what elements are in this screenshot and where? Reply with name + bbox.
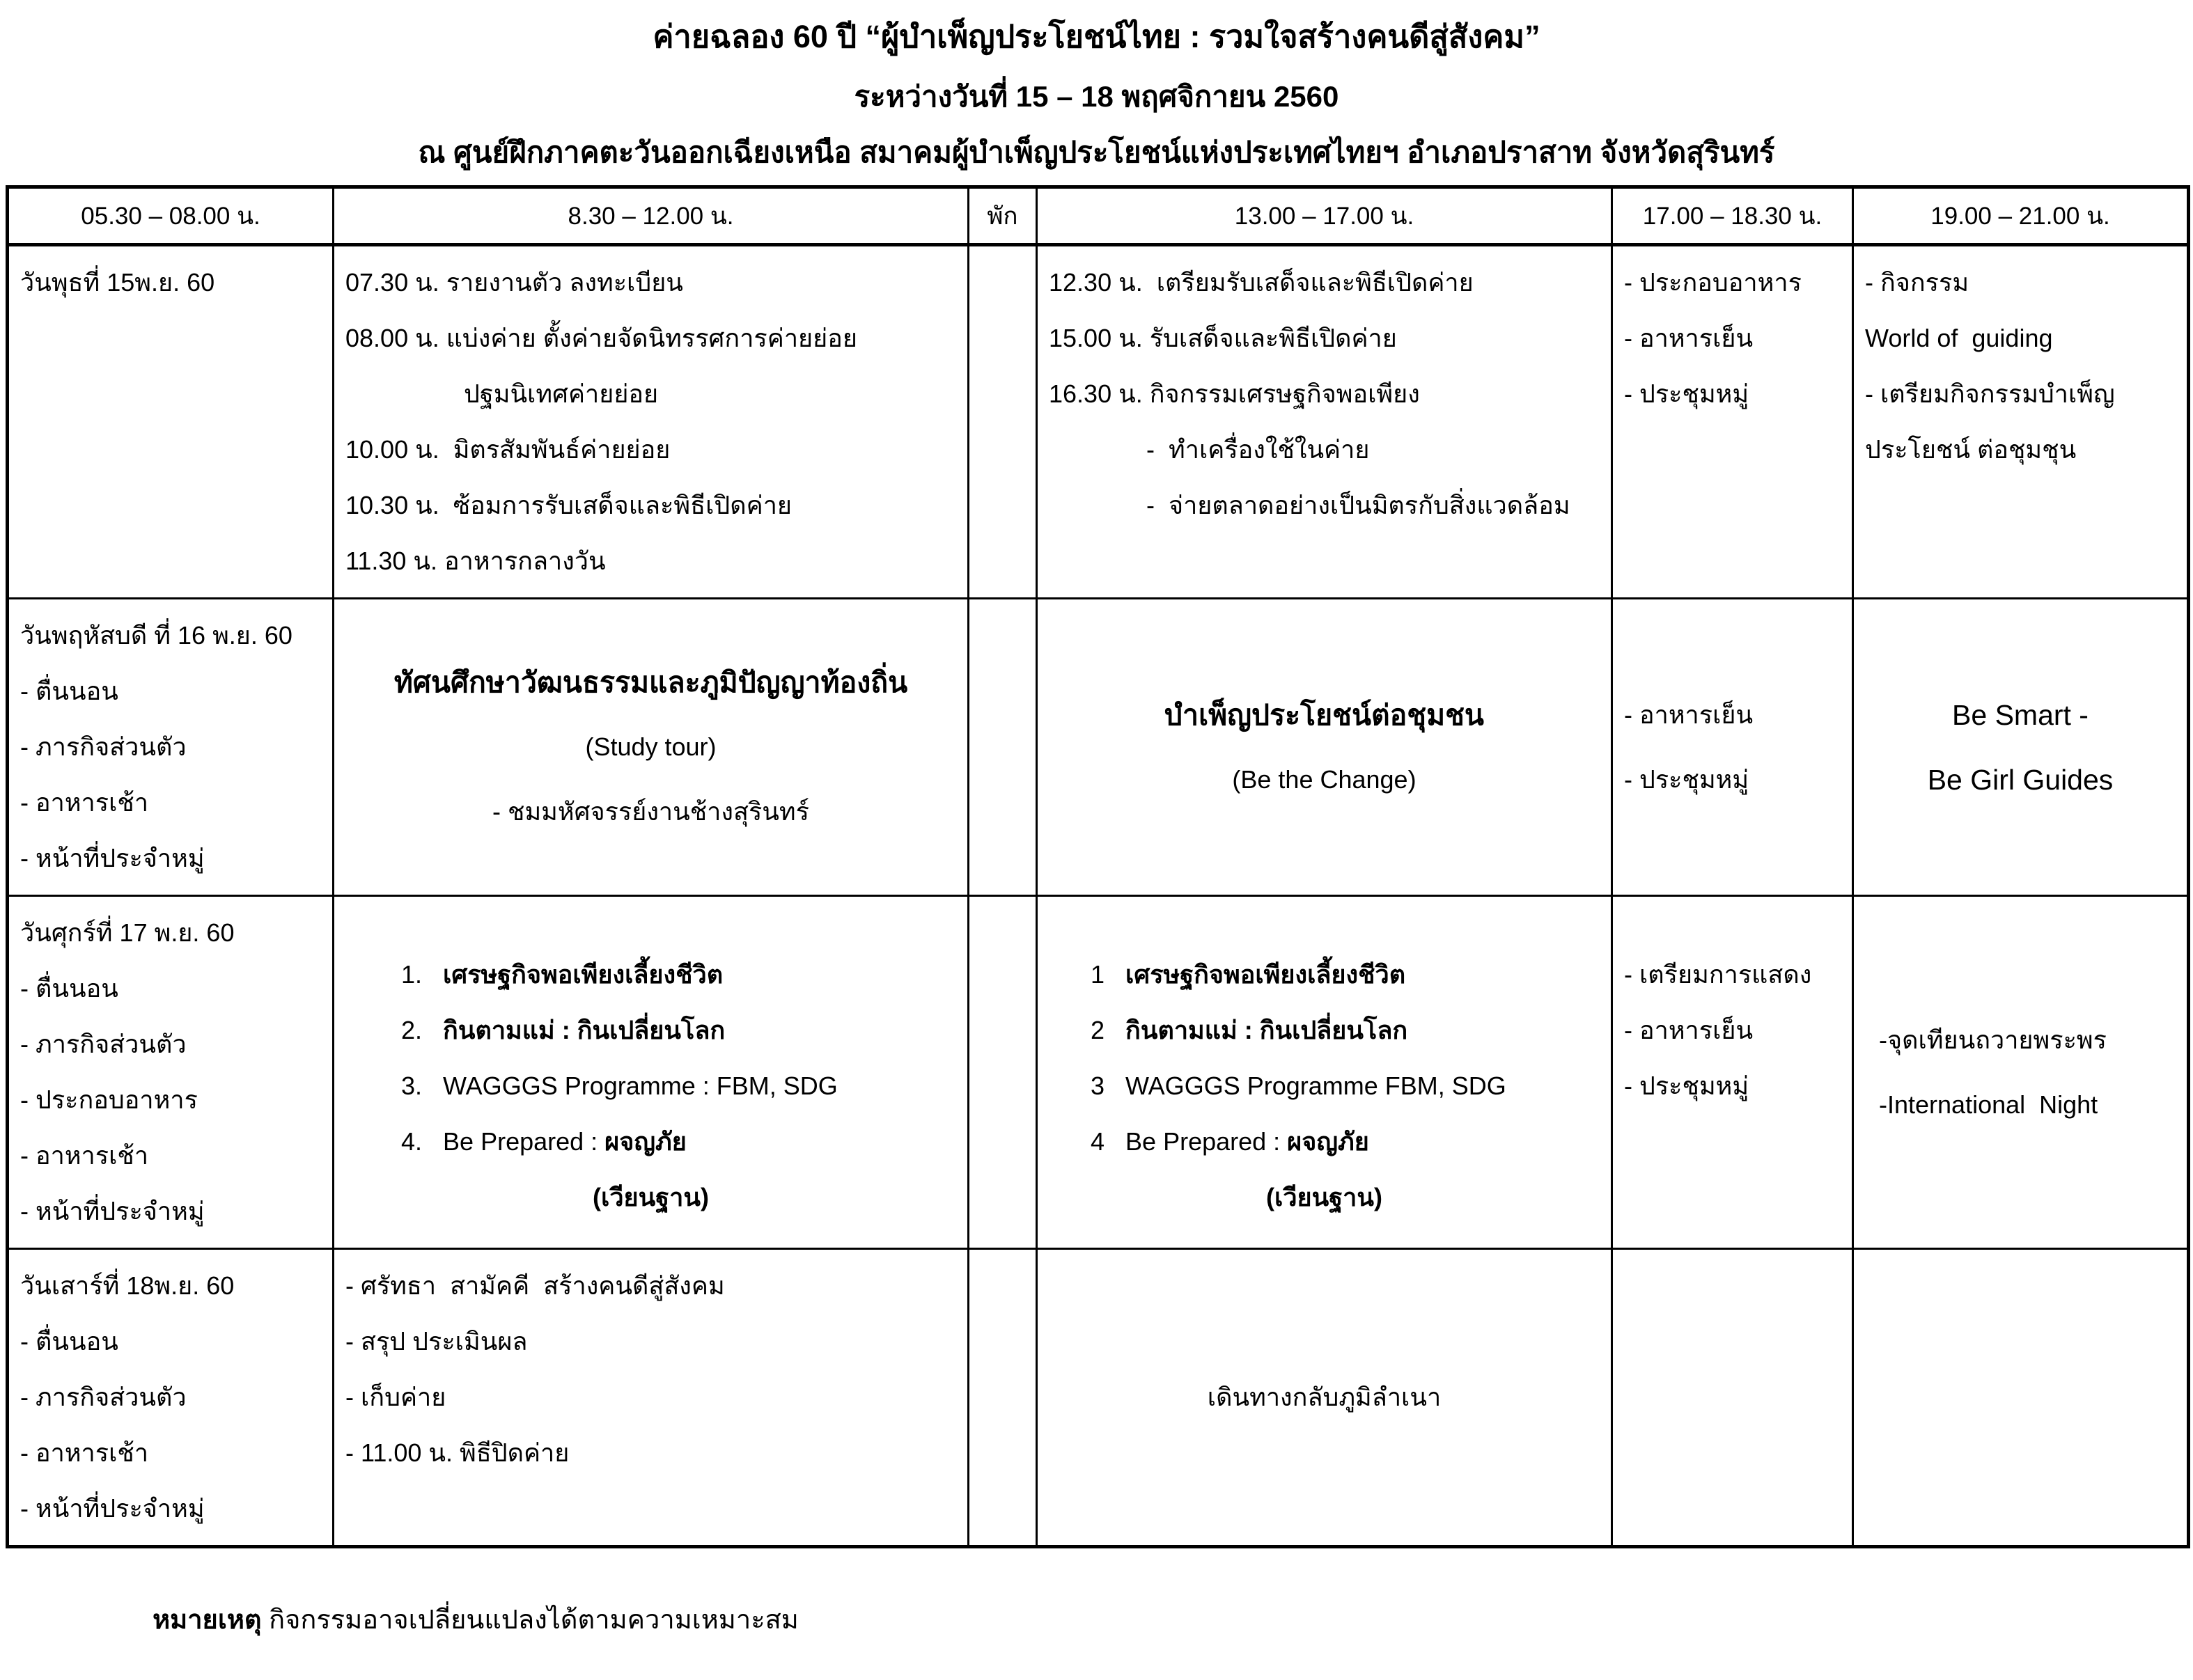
cell-break [969,245,1037,599]
cell-line: - ภารกิจส่วนตัว [20,732,187,761]
cell-line: - 11.00 น. พิธีปิดค่าย [345,1438,570,1467]
cell-line: World of guiding [1865,324,2053,352]
cell-evening [1612,896,1853,1249]
cell-line: - จ่ายตลาดอย่างเป็นมิตรกับสิ่งแวดล้อม [1146,491,1570,519]
cell-afternoon [1037,1249,1612,1547]
cell-line: - อาหารเช้า [20,788,149,817]
cell-line: - อาหารเย็น [1624,700,1754,729]
cell-line: 3. WAGGGS Programme : FBM, SDG [401,1071,838,1100]
cell-morning [334,1249,969,1547]
cell-line: 3 WAGGGS Programme FBM, SDG [1091,1071,1506,1100]
cell-line: - ภารกิจส่วนตัว [20,1383,187,1411]
cell-line: - ตื่นนอน [20,677,118,705]
cell-line: 4. Be Prepared : ผจญภัย [401,1127,687,1156]
cell-day [8,245,334,599]
title-block [0,0,2193,170]
cell-line: 07.30 น. รายงานตัว ลงทะเบียน [345,268,683,297]
cell-line: -International Night [1879,1090,2098,1119]
cell-line: - ประชุมหมู่ [1624,764,1749,794]
cell-day [8,1249,334,1547]
cell-line: - อาหารเย็น [1624,324,1754,352]
cell-afternoon [1037,245,1612,599]
cell-line: - ศรัทธา สามัคคี สร้างคนดีสู่สังคม [345,1271,725,1300]
cell-line: - หน้าที่ประจำหมู่ [20,1494,205,1523]
cell-night [1853,599,2189,896]
cell-line: 2. กินตามแม่ : กินเปลี่ยนโลก [401,1016,726,1044]
cell-line: - ประชุมหมู่ [1624,379,1749,408]
page-subtitle-dates: ระหว่างวันที่ 15 – 18 พฤศจิกายน 2560 [854,80,1339,113]
cell-line: วันพุธที่ 15พ.ย. 60 [20,268,215,297]
cell-line: 08.00 น. แบ่งค่าย ตั้งค่ายจัดนิทรรศการค่ายย่อย [345,324,857,352]
cell-line: 4 Be Prepared : ผจญภัย [1091,1127,1369,1156]
cell-line: (เวียนฐาน) [593,1183,709,1211]
cell-line: - อาหารเย็น [1624,1016,1754,1044]
cell-line: วันเสาร์ที่ 18พ.ย. 60 [20,1271,235,1300]
cell-night [1853,245,2189,599]
cell-line: - ประกอบอาหาร [1624,268,1802,297]
schedule-row-0 [8,245,2189,599]
cell-break [969,1249,1037,1547]
cell-line: - สรุป ประเมินผล [345,1327,528,1356]
cell-line: - ชมมหัศจรรย์งานช้างสุรินทร์ [492,797,809,826]
page-subtitle-venue: ณ ศูนย์ฝึกภาคตะวันออกเฉียงเหนือ สมาคมผู้บำเพ็ญประโยชน์แห่งประเทศไทยฯ อำเภอปราสาท จังหวัดสุรินทร์ [418,136,1775,168]
cell-line: -จุดเทียนถวายพระพร [1879,1025,2107,1054]
header-row [8,187,2189,245]
cell-line: - อาหารเช้า [20,1438,149,1467]
column-header-0: 05.30 – 08.00 น. [8,187,334,245]
cell-line: Be Smart - [1952,698,2089,731]
schedule-row-1 [8,599,2189,896]
cell-break [969,599,1037,896]
cell-break [969,896,1037,1249]
column-header-4: 17.00 – 18.30 น. [1612,187,1853,245]
cell-line: 10.00 น. มิตรสัมพันธ์ค่ายย่อย [345,435,671,464]
cell-line: วันพฤหัสบดี ที่ 16 พ.ย. 60 [20,621,292,650]
cell-evening [1612,245,1853,599]
cell-line: Be Girl Guides [1927,763,2114,796]
cell-morning [334,245,969,599]
column-header-2: พัก [969,187,1037,245]
cell-line: - ตื่นนอน [20,974,118,1003]
cell-line: 11.30 น. อาหารกลางวัน [345,547,606,575]
cell-line: - ประชุมหมู่ [1624,1071,1749,1100]
cell-line: - อาหารเช้า [20,1141,149,1170]
cell-line: (Study tour) [585,732,717,761]
schedule-table [6,185,2190,1548]
cell-line: - เก็บค่าย [345,1383,446,1411]
footnote-label: หมายเหตุ [153,1606,262,1635]
cell-line: 16.30 น. กิจกรรมเศรษฐกิจพอเพียง [1049,379,1420,408]
cell-line: 15.00 น. รับเสด็จและพิธีเปิดค่าย [1049,324,1397,352]
cell-line: - หน้าที่ประจำหมู่ [20,844,205,872]
cell-line: ทัศนศึกษาวัฒนธรรมและภูมิปัญญาท้องถิ่น [393,666,908,698]
footnote [138,1568,2193,1640]
cell-line: - ประกอบอาหาร [20,1085,198,1114]
cell-day [8,896,334,1249]
cell-line: เดินทางกลับภูมิลำเนา [1207,1383,1442,1411]
cell-line: - หน้าที่ประจำหมู่ [20,1197,205,1225]
cell-line: 2 กินตามแม่ : กินเปลี่ยนโลก [1091,1016,1408,1044]
cell-afternoon [1037,599,1612,896]
column-header-3: 13.00 – 17.00 น. [1037,187,1612,245]
cell-line: ประโยชน์ ต่อชุมชุน [1865,435,2077,464]
cell-morning [334,599,969,896]
cell-day [8,599,334,896]
cell-morning [334,896,969,1249]
cell-line: 10.30 น. ซ้อมการรับเสด็จและพิธีเปิดค่าย [345,491,793,519]
cell-line: - กิจกรรม [1865,268,1969,297]
cell-night [1853,1249,2189,1547]
cell-line: ปฐมนิเทศค่ายย่อย [464,379,659,408]
schedule-row-3 [8,1249,2189,1547]
cell-line: บำเพ็ญประโยชน์ต่อชุมชน [1164,698,1484,731]
cell-line: (เวียนฐาน) [1266,1183,1382,1211]
cell-line: 1 เศรษฐกิจพอเพียงเลี้ยงชีวิต [1091,960,1406,989]
cell-evening [1612,1249,1853,1547]
page-title: ค่ายฉลอง 60 ปี “ผู้บำเพ็ญประโยชน์ไทย : รวมใจสร้างคนดีสู่สังคม” [653,19,1540,54]
cell-afternoon [1037,896,1612,1249]
cell-line: - ตื่นนอน [20,1327,118,1356]
cell-evening [1612,599,1853,896]
cell-line: - ภารกิจส่วนตัว [20,1030,187,1058]
cell-line: 1. เศรษฐกิจพอเพียงเลี้ยงชีวิต [401,960,724,989]
schedule-row-2 [8,896,2189,1249]
cell-line: - เตรียมกิจกรรมบำเพ็ญ [1865,379,2115,408]
cell-night [1853,896,2189,1249]
schedule-tbody [8,245,2189,1547]
column-header-5: 19.00 – 21.00 น. [1853,187,2189,245]
cell-line: (Be the Change) [1232,764,1417,794]
footnote-text: กิจกรรมอาจเปลี่ยนแปลงได้ตามความเหมาะสม [261,1606,799,1635]
column-header-1: 8.30 – 12.00 น. [334,187,969,245]
cell-line: 12.30 น. เตรียมรับเสด็จและพิธีเปิดค่าย [1049,268,1474,297]
cell-line: - ทำเครื่องใช้ในค่าย [1146,435,1370,464]
cell-line: วันศุกร์ที่ 17 พ.ย. 60 [20,918,235,947]
cell-line: - เตรียมการแสดง [1624,960,1812,989]
